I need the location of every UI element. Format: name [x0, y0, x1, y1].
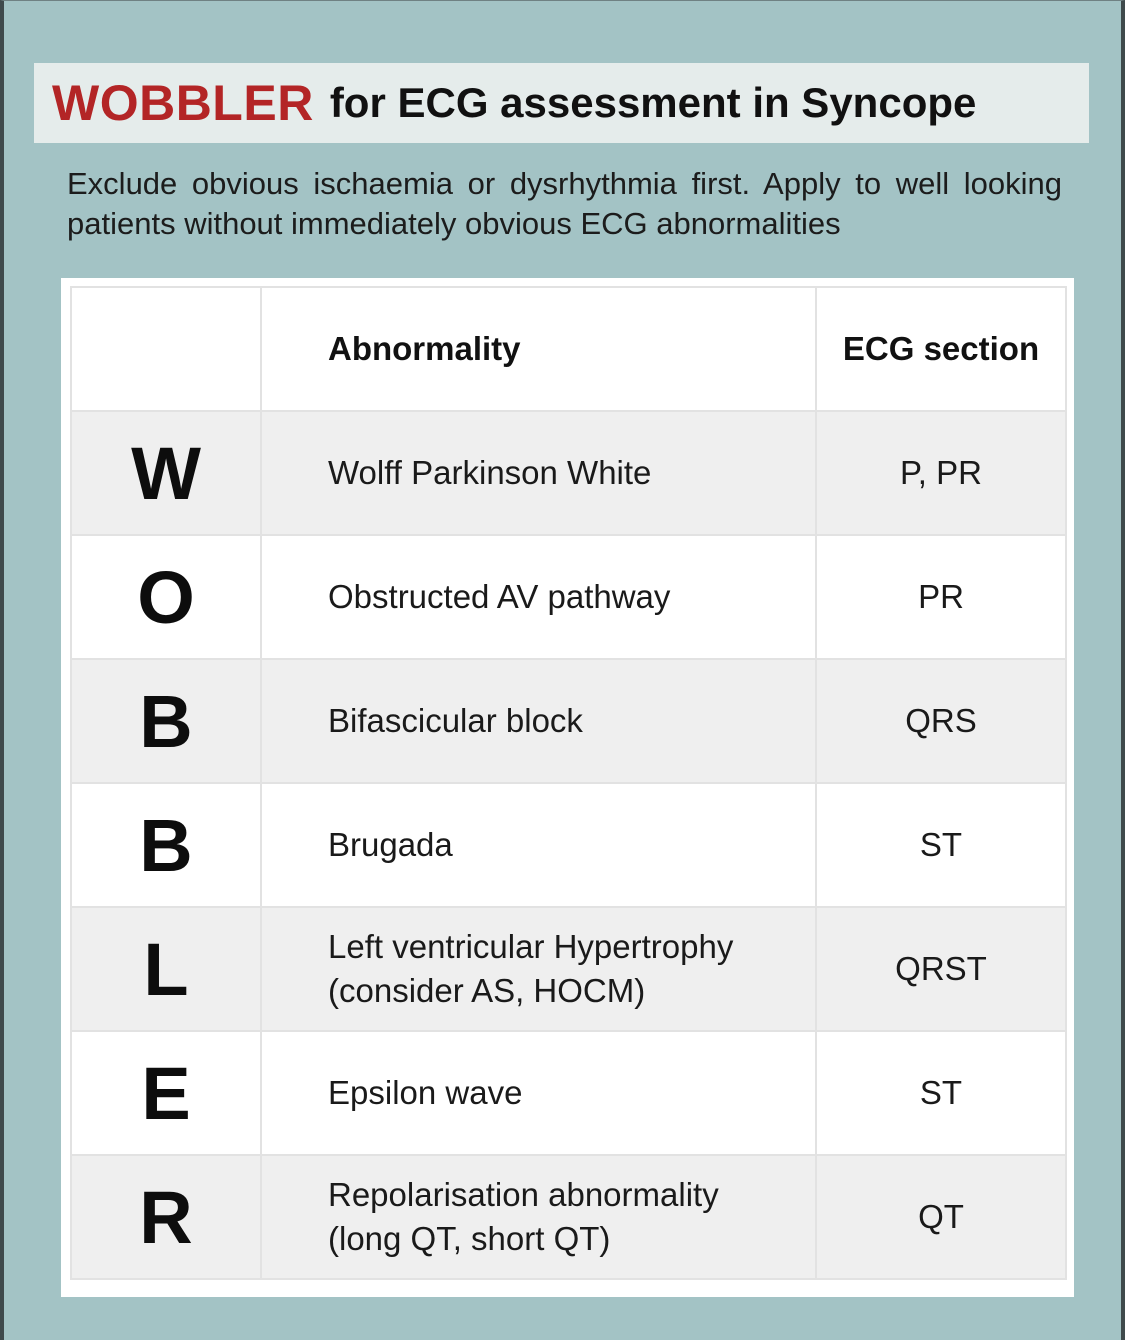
- row-abnormality: [261, 1155, 816, 1279]
- row-letter: O: [71, 535, 261, 659]
- table-row: [71, 411, 1066, 535]
- abnormality-line: (consider AS, HOCM): [328, 972, 646, 1009]
- title-text: for ECG assessment in Syncope: [329, 79, 977, 126]
- row-ecg-section: PR: [816, 535, 1066, 659]
- abnormality-line: Repolarisation abnormality: [328, 1176, 719, 1213]
- row-abnormality: [261, 1031, 816, 1155]
- table-row: [71, 1031, 1066, 1155]
- subtitle: Exclude obvious ischaemia or dysrhythmia first. Apply to well looking patients without immediately obvious ECG abnormalities: [67, 166, 1062, 241]
- wobbler-table: [70, 286, 1067, 1280]
- table-row: [71, 1155, 1066, 1279]
- table-header-row: [71, 287, 1066, 411]
- title-bar: [34, 63, 1089, 143]
- header-letter: [71, 287, 261, 411]
- abnormality-line: Bifascicular block: [328, 702, 583, 739]
- table-row: [71, 659, 1066, 783]
- row-abnormality: [261, 659, 816, 783]
- row-letter: B: [71, 659, 261, 783]
- table-row: [71, 907, 1066, 1031]
- table-row: [71, 783, 1066, 907]
- row-letter: R: [71, 1155, 261, 1279]
- row-ecg-section: P, PR: [816, 411, 1066, 535]
- row-letter: W: [71, 411, 261, 535]
- row-letter: L: [71, 907, 261, 1031]
- row-abnormality: [261, 411, 816, 535]
- table-row: [71, 535, 1066, 659]
- row-letter: E: [71, 1031, 261, 1155]
- header-ecg-section: ECG section: [816, 287, 1066, 411]
- abnormality-line: Brugada: [328, 826, 453, 863]
- title-acronym: WOBBLER: [52, 75, 314, 131]
- row-abnormality: [261, 907, 816, 1031]
- row-abnormality: [261, 783, 816, 907]
- abnormality-line: Wolff Parkinson White: [328, 454, 652, 491]
- abnormality-line: Obstructed AV pathway: [328, 578, 671, 615]
- abnormality-line: Left ventricular Hypertrophy: [328, 928, 734, 965]
- table-body: [71, 411, 1066, 1279]
- row-ecg-section: ST: [816, 783, 1066, 907]
- abnormality-line: Epsilon wave: [328, 1074, 523, 1111]
- row-ecg-section: QT: [816, 1155, 1066, 1279]
- table-card: [61, 278, 1074, 1297]
- row-abnormality: [261, 535, 816, 659]
- header-abnormality: Abnormality: [261, 287, 816, 411]
- row-letter: B: [71, 783, 261, 907]
- row-ecg-section: ST: [816, 1031, 1066, 1155]
- abnormality-line: (long QT, short QT): [328, 1220, 611, 1257]
- row-ecg-section: QRS: [816, 659, 1066, 783]
- row-ecg-section: QRST: [816, 907, 1066, 1031]
